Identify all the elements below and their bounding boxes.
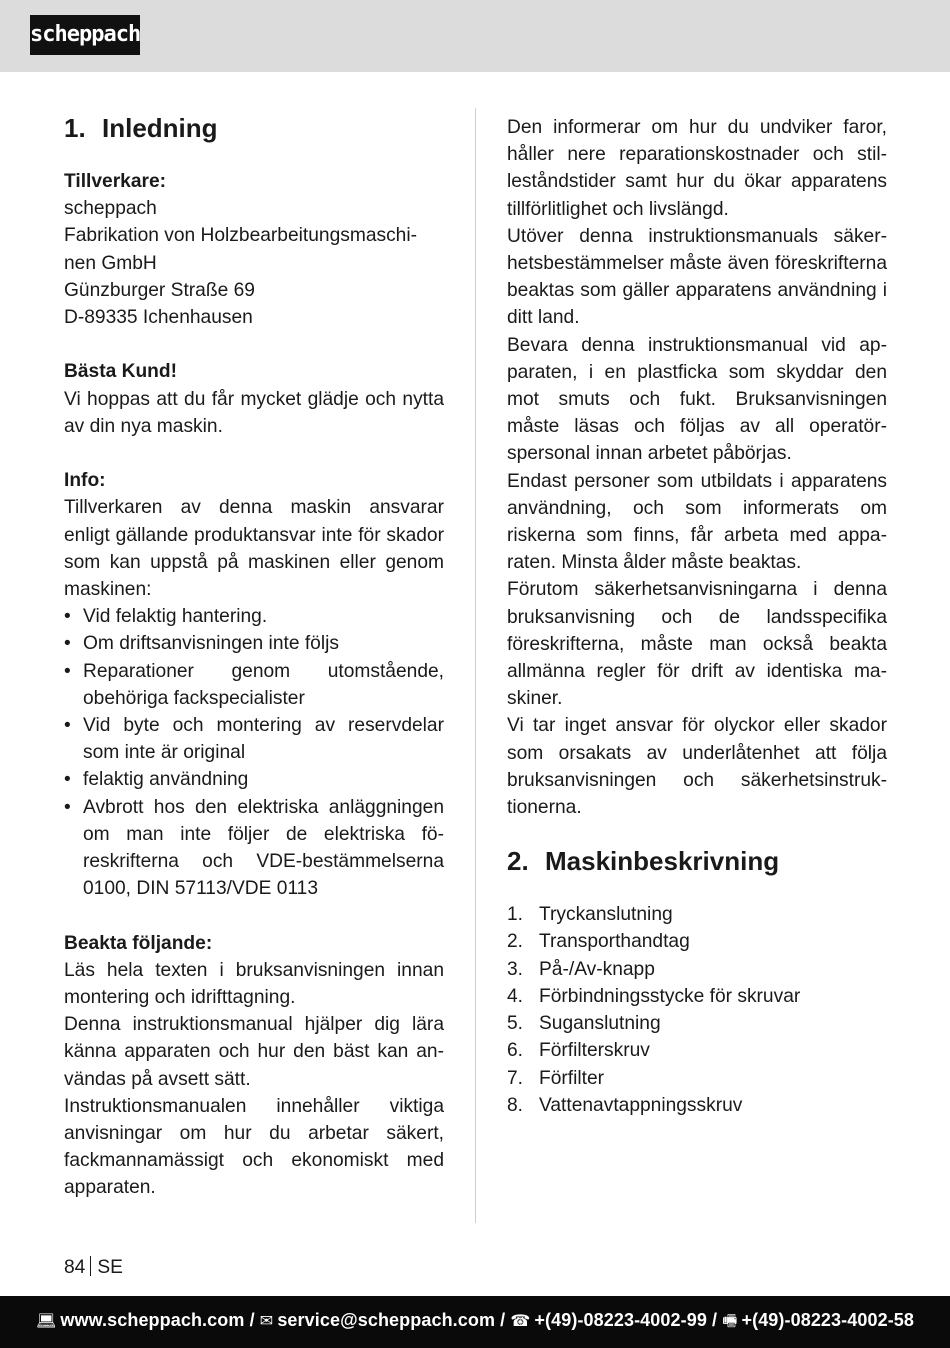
page-language: SE [97, 1257, 123, 1278]
part-name: Förfilter [539, 1067, 605, 1089]
part-number: 1. [507, 904, 524, 926]
list-item [507, 983, 887, 1010]
list-item [507, 1037, 887, 1064]
header-band [0, 0, 950, 72]
manufacturer-line: nen GmbH [64, 252, 157, 274]
list-item: • Vid byte och montering av reservdelar som inte är original [64, 712, 444, 766]
section-2-number: 2. [507, 846, 529, 877]
list-item: • Om driftsanvisningen inte följs [64, 630, 444, 657]
part-name: Suganslutning [539, 1013, 661, 1035]
list-item [507, 1092, 887, 1119]
part-name: Vattenavtappningsskruv [539, 1094, 743, 1116]
left-column [64, 108, 444, 1202]
computer-icon: 💻︎ [35, 1313, 57, 1330]
body-paragraph: Utöver denna instruktionsmanuals säkerhetsbestämmelser måste även föreskrifterna beaktas som gäller apparatens användning i ditt land. [507, 225, 887, 329]
part-name: Tryckanslutning [539, 904, 673, 926]
greeting-text: Vi hoppas att du får mycket glädje och nytta av din nya maskin. [64, 388, 444, 437]
footer-phone: +(49)-08223-4002-99 / [534, 1310, 718, 1330]
body-paragraph: Endast personer som utbildats i apparatens användning, och som informerats om riskerna som finns, får arbeta med apparaten. Minsta ålder måste beaktas. [507, 470, 887, 574]
part-name: På-/Av-knapp [539, 958, 655, 980]
part-name: Transporthandtag [539, 931, 690, 953]
info-label: Info: [64, 470, 106, 492]
part-number: 6. [507, 1040, 524, 1062]
note-paragraph: Läs hela texten i bruksanvisningen innan montering och idrifttagning. [64, 959, 444, 1009]
section-1-title: Inledning [102, 113, 218, 143]
part-number: 5. [507, 1013, 524, 1035]
section-2-heading [507, 843, 887, 879]
list-item: • Reparationer genom utomstående, obehöriga fackspecialister [64, 658, 444, 712]
list-item [507, 928, 887, 955]
section-1-number: 1. [64, 113, 86, 143]
list-item [507, 1065, 887, 1092]
note-paragraph: Instruktionsmanualen innehåller viktiga anvisningar om hur du arbetar säkert, fackmannamässigt och ekonomiskt med apparaten. [64, 1095, 444, 1199]
body-paragraph: Den informerar om hur du undviker faror, håller nere reparationskostnader och stilleståndstider samt hur du ökar apparatens tillförlitlighet och livslängd. [507, 117, 887, 220]
footer-website[interactable]: www.scheppach.com / [60, 1310, 255, 1330]
page-number [64, 1256, 123, 1280]
body-paragraph: Bevara denna instruktionsmanual vid apparaten, i en plastficka som skyddar den mot smuts och fukt. Bruksanvisningen måste läsas och följas av all operatörspersonal innan arbetet påbörjas. [507, 334, 887, 465]
right-column [507, 114, 887, 1119]
footer-email[interactable]: service@scheppach.com / [277, 1310, 506, 1330]
list-item: • Avbrott hos den elektriska anläggningen om man inte följer de elektriska föreskrifterna och VDE-bestämmelserna 0100, DIN 57113/VDE 0113 [64, 794, 444, 903]
list-item [507, 956, 887, 983]
body-paragraph: Vi tar inget ansvar för olyckor eller skador som orsakats av underlåtenhet att följa bruksanvisningen och säkerhetsinstruktionerna. [507, 715, 887, 819]
column-divider [475, 108, 476, 1223]
list-item [507, 901, 887, 928]
scheppach-logo: scheppach [30, 15, 140, 55]
footer-fax: +(49)-08223-4002-58 [741, 1310, 915, 1330]
part-name: Förbindningsstycke för skruvar [539, 985, 801, 1007]
parts-list [507, 901, 887, 1119]
part-name: Förfilterskruv [539, 1040, 650, 1062]
list-item: • felaktig användning [64, 766, 444, 793]
section-1-heading [64, 110, 444, 146]
section-2-title: Maskinbeskrivning [545, 846, 780, 877]
page-number-separator [90, 1256, 91, 1276]
part-number: 8. [507, 1094, 524, 1116]
phone-icon: ☎ [510, 1313, 531, 1330]
list-item [507, 1010, 887, 1037]
info-text: Tillverkaren av denna maskin ansvarar enligt gällande produktansvar inte för skador som kan uppstå på maskinen eller genom maskinen: [64, 497, 444, 601]
page-number-value: 84 [64, 1257, 86, 1278]
manufacturer-line: Günzburger Straße 69 [64, 279, 255, 301]
envelope-icon: ✉ [259, 1313, 274, 1330]
manufacturer-line: Fabrikation von Holzbearbeitungsmaschi- [64, 225, 418, 247]
part-number: 4. [507, 985, 524, 1007]
part-number: 3. [507, 958, 524, 980]
list-item: • Vid felaktig hantering. [64, 603, 444, 630]
greeting-label: Bästa Kund! [64, 361, 177, 383]
manufacturer-line: D-89335 Ichenhausen [64, 307, 253, 329]
liability-exclusion-list [64, 603, 444, 902]
manufacturer-line: scheppach [64, 198, 157, 220]
manufacturer-label: Tillverkare: [64, 171, 167, 192]
fax-icon: 🖷︎ [722, 1313, 738, 1330]
note-label: Beakta följande: [64, 932, 213, 954]
part-number: 7. [507, 1067, 524, 1089]
part-number: 2. [507, 931, 524, 953]
note-paragraph: Denna instruktionsmanual hjälper dig lära känna apparaten och hur den bäst kan användas på avsett sätt. [64, 1014, 444, 1090]
body-paragraph: Förutom säkerhetsanvisningarna i denna bruksanvisning och de landsspecifika föreskrifterna, måste man också beakta allmänna regler för drift av identiska maskiner. [507, 579, 887, 710]
footer-contact-bar [0, 1296, 950, 1348]
